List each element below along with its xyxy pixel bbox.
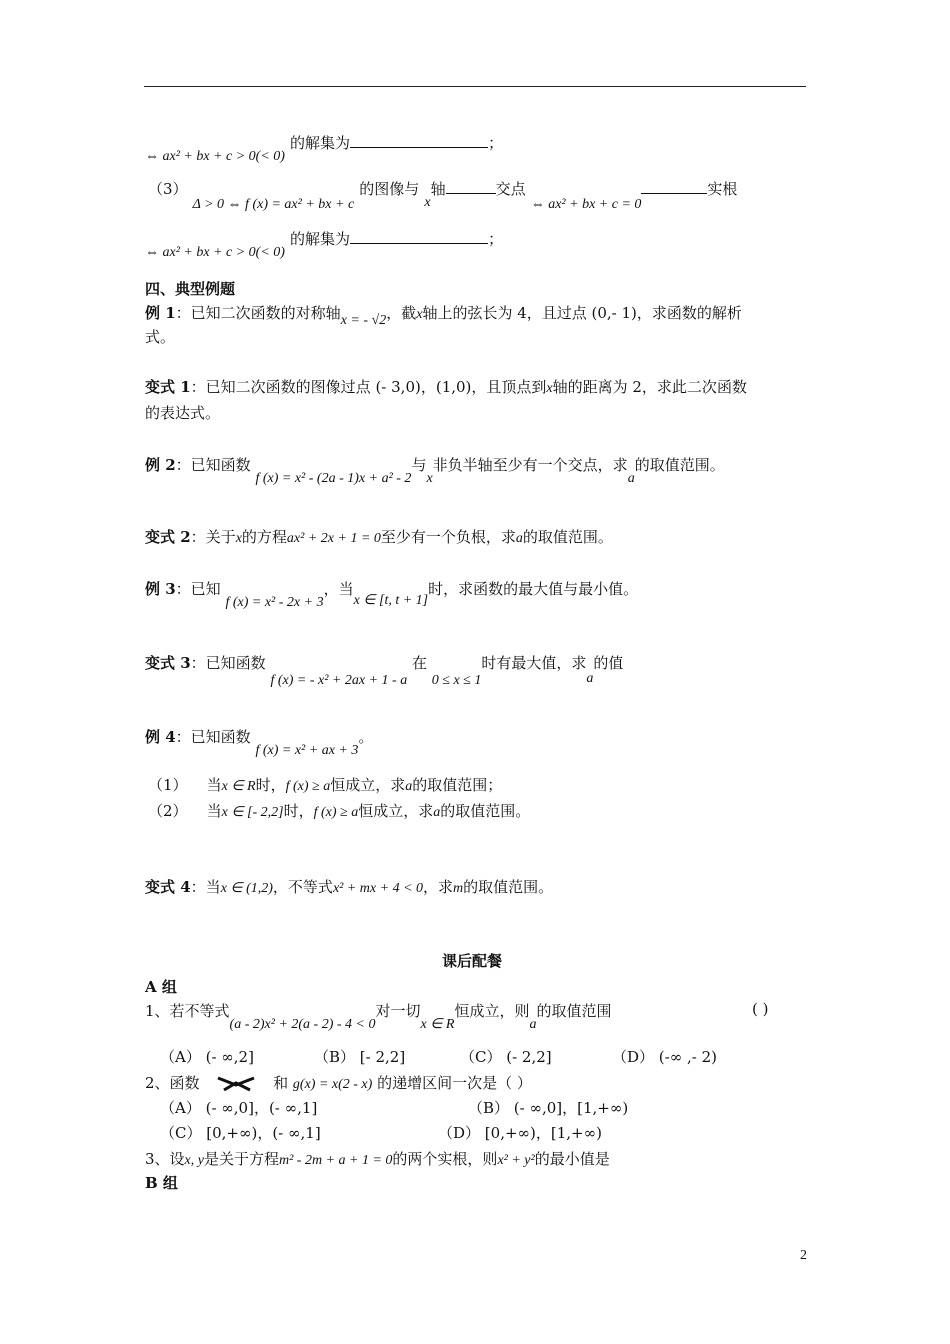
variant-label: 变式 4 bbox=[145, 878, 191, 896]
variant-3 bbox=[145, 652, 624, 688]
math-expr: (a - 2)x² + 2(a - 2) - 4 < 0 bbox=[229, 1017, 376, 1032]
text: ，求 bbox=[423, 878, 454, 896]
example-4 bbox=[145, 726, 374, 758]
math-expr: x² + y² bbox=[497, 1153, 535, 1168]
text: 与 bbox=[411, 456, 427, 474]
math-expr: x = - √2 bbox=[340, 313, 387, 328]
text: 的取值范围 bbox=[536, 1002, 612, 1020]
math-expr: ax² + 2x + 1 = 0 bbox=[286, 531, 381, 546]
group-a-heading: A 组 bbox=[145, 978, 177, 996]
example-label: 例 3 bbox=[145, 580, 176, 598]
math-expr: x² + mx + 4 < 0 bbox=[332, 881, 424, 896]
section-heading: 四、典型例题 bbox=[145, 280, 236, 298]
math-expr: 0 ≤ x ≤ 1 bbox=[431, 673, 482, 688]
variant-label: 变式 2 bbox=[145, 528, 191, 546]
math-var: a bbox=[515, 531, 523, 546]
text: 的方程 bbox=[241, 528, 287, 546]
example-3 bbox=[145, 578, 639, 610]
question-3 bbox=[145, 1148, 610, 1169]
text: 的解集为 bbox=[290, 230, 351, 248]
text: 和 bbox=[273, 1074, 289, 1092]
math-expr: Δ > 0 ⇔ f (x) = ax² + bx + c bbox=[192, 197, 355, 212]
example-1-cont: 式。 bbox=[145, 328, 176, 346]
text: 时， bbox=[283, 802, 314, 820]
answer-paren: ( ) bbox=[752, 1000, 769, 1018]
text: 轴 bbox=[430, 180, 446, 198]
group-b-heading: B 组 bbox=[145, 1174, 178, 1192]
text: ：已知二次函数的对称轴 bbox=[175, 304, 341, 322]
text: 2、函数 bbox=[145, 1074, 200, 1092]
variant-4 bbox=[145, 876, 553, 897]
text: 的取值范围。 bbox=[634, 456, 725, 474]
text: 的解集为 bbox=[290, 134, 351, 152]
q1-option-b: （B） [- 2,2] bbox=[314, 1048, 406, 1066]
solution-set-line-1 bbox=[145, 132, 504, 164]
text: ：已知函数 bbox=[175, 728, 251, 746]
text: 非负半轴至少有一个交点，求 bbox=[432, 456, 628, 474]
text: 时， bbox=[255, 776, 286, 794]
variant-label: 变式 3 bbox=[145, 654, 191, 672]
text: 是关于方程 bbox=[203, 1150, 279, 1168]
header-rule bbox=[144, 86, 806, 87]
text: 至少有一个负根，求 bbox=[380, 528, 516, 546]
text: 恒成立，求 bbox=[358, 802, 434, 820]
text: ：已知函数 bbox=[175, 456, 251, 474]
math-expr: f (x) ≥ a bbox=[285, 779, 331, 794]
variant-label: 变式 1 bbox=[145, 378, 191, 396]
text: ：已知函数 bbox=[190, 654, 266, 672]
math-expr: f (x) = x² - 2x + 3 bbox=[225, 595, 324, 610]
math-var: x bbox=[424, 195, 431, 210]
math-expr: x ∈ (1,2) bbox=[220, 881, 273, 896]
math-var: a bbox=[586, 671, 594, 686]
math-expr: m² - 2m + a + 1 = 0 bbox=[279, 1153, 393, 1168]
q2-option-a: （A） (- ∞,0]，(- ∞,1] bbox=[160, 1099, 318, 1117]
example-4-part-1 bbox=[148, 774, 502, 795]
text: 。 bbox=[358, 728, 374, 746]
text: 当 bbox=[206, 776, 222, 794]
q2-option-c: （C） [0,+∞)，(- ∞,1] bbox=[160, 1124, 321, 1142]
text: 3、设 bbox=[145, 1150, 185, 1168]
math-expr: x ∈ R bbox=[420, 1017, 455, 1032]
example-label: 例 1 bbox=[145, 304, 176, 322]
text: ； bbox=[488, 230, 504, 248]
math-var: x bbox=[235, 531, 242, 546]
math-var: a bbox=[627, 471, 635, 486]
example-label: 例 2 bbox=[145, 456, 176, 474]
text: 的两个实根，则 bbox=[392, 1150, 498, 1168]
text: 实根 bbox=[707, 180, 738, 198]
text: 的值 bbox=[593, 654, 624, 672]
text: 的图像与 bbox=[359, 180, 420, 198]
math-var: a bbox=[405, 779, 413, 794]
text: ； bbox=[488, 134, 504, 152]
text: 的递增区间一次是（ ） bbox=[377, 1074, 532, 1092]
q1-option-d: （D） (-∞ ,- 2) bbox=[612, 1048, 717, 1066]
answer-blank bbox=[350, 229, 488, 244]
answer-blank bbox=[350, 133, 488, 148]
math-var: a bbox=[433, 805, 441, 820]
text: ，当 bbox=[323, 580, 354, 598]
math-var: m bbox=[453, 881, 464, 896]
q2-option-b: （B） (- ∞,0]，[1,+∞) bbox=[468, 1099, 629, 1117]
math-var: x bbox=[546, 381, 553, 396]
item-number: （3） bbox=[148, 180, 188, 198]
text: 对一切 bbox=[375, 1002, 421, 1020]
math-expr: f (x) = - x² + 2ax + 1 - a bbox=[270, 673, 408, 688]
garbled-function-image bbox=[214, 1076, 258, 1092]
text: 轴的距离为 2，求此二次函数 bbox=[552, 378, 747, 396]
math-expr: f (x) = x² - (2a - 1)x + a² - 2 bbox=[255, 471, 412, 486]
text: 时有最大值，求 bbox=[481, 654, 587, 672]
page-number: 2 bbox=[800, 1248, 807, 1263]
text: 在 bbox=[411, 654, 427, 672]
variant-1 bbox=[145, 376, 747, 397]
item-number: （2） bbox=[148, 802, 188, 820]
question-2 bbox=[145, 1072, 532, 1093]
variant-2 bbox=[145, 526, 613, 547]
q2-option-d: （D） [0,+∞)，[1,+∞) bbox=[438, 1124, 602, 1142]
math-expr: x ∈ [t, t + 1] bbox=[353, 593, 429, 608]
q1-option-a: （A） (- ∞,2] bbox=[160, 1048, 254, 1066]
math-var: a bbox=[529, 1017, 537, 1032]
text: ，不等式 bbox=[272, 878, 333, 896]
text: 时，求函数的最大值与最小值。 bbox=[428, 580, 639, 598]
text: ：当 bbox=[190, 878, 221, 896]
math-expr: x, y bbox=[184, 1153, 204, 1168]
math-expr: g(x) = x(2 - x) bbox=[292, 1077, 373, 1092]
text: 的取值范围。 bbox=[463, 878, 554, 896]
math-expr: ⇔ ax² + bx + c = 0 bbox=[530, 197, 642, 212]
q1-option-c: （C） (- 2,2] bbox=[460, 1048, 552, 1066]
math-expr: ⇔ ax² + bx + c > 0(< 0) bbox=[145, 149, 285, 164]
text: 的取值范围； bbox=[412, 776, 503, 794]
example-4-part-2 bbox=[148, 800, 530, 821]
math-expr: ⇔ ax² + bx + c > 0(< 0) bbox=[145, 245, 285, 260]
discriminant-line bbox=[148, 178, 738, 212]
text: ：关于 bbox=[190, 528, 236, 546]
text: 的取值范围。 bbox=[522, 528, 613, 546]
text: ：已知二次函数的图像过点 (- 3,0)，(1,0)，且顶点到 bbox=[190, 378, 547, 396]
text: ，截 bbox=[386, 304, 417, 322]
answer-blank bbox=[446, 179, 496, 194]
text: ：已知 bbox=[175, 580, 221, 598]
example-1 bbox=[145, 302, 742, 328]
text: 1、若不等式 bbox=[145, 1002, 230, 1020]
math-expr: x ∈ R bbox=[221, 779, 256, 794]
math-var: x bbox=[426, 471, 433, 486]
math-expr: x ∈ [- 2,2] bbox=[221, 805, 284, 820]
math-var: x bbox=[416, 307, 423, 322]
example-label: 例 4 bbox=[145, 728, 176, 746]
text: 当 bbox=[206, 802, 222, 820]
text: 轴上的弦长为 4，且过点 (0,- 1)，求函数的解析 bbox=[422, 304, 742, 322]
math-expr: f (x) = x² + ax + 3 bbox=[255, 743, 359, 758]
example-2 bbox=[145, 454, 725, 486]
item-number: （1） bbox=[148, 776, 188, 794]
text: 恒成立，则 bbox=[454, 1002, 530, 1020]
math-expr: f (x) ≥ a bbox=[313, 805, 359, 820]
question-1 bbox=[145, 1000, 612, 1032]
answer-blank bbox=[641, 179, 707, 194]
text: 恒成立，求 bbox=[330, 776, 406, 794]
text: 的取值范围。 bbox=[440, 802, 531, 820]
solution-set-line-2 bbox=[145, 228, 504, 260]
homework-title: 课后配餐 bbox=[442, 952, 503, 970]
text: 的最小值是 bbox=[534, 1150, 610, 1168]
variant-1-cont: 的表达式。 bbox=[145, 404, 221, 422]
text: 交点 bbox=[495, 180, 526, 198]
